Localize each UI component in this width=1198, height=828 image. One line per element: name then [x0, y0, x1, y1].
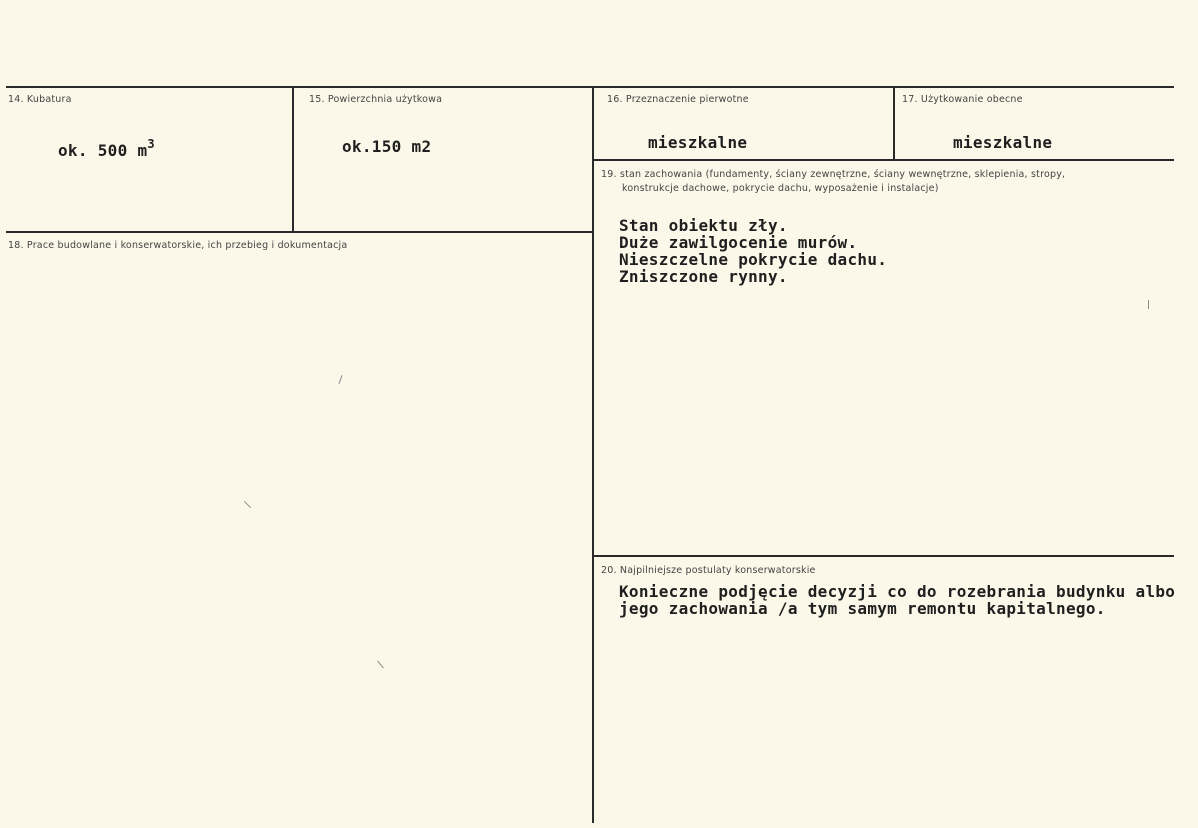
field-17-label: 17. Użytkowanie obecne	[902, 94, 1023, 105]
field-20-label: 20. Najpilniejsze postulaty konserwatorskie	[601, 565, 816, 576]
field-14-value	[58, 137, 155, 160]
field-17-value: mieszkalne	[953, 133, 1053, 152]
field-15-label: 15. Powierzchnia użytkowa	[309, 94, 443, 105]
field-14-label: 14. Kubatura	[8, 94, 72, 105]
divider-16-17	[893, 88, 895, 159]
divider-main-column	[592, 88, 594, 823]
rule-under-16-17	[594, 159, 1174, 161]
paper-speck	[338, 375, 342, 384]
field-19-label-line-2: konstrukcje dachowe, pokrycie dachu, wyposażenie i instalacje)	[622, 183, 939, 194]
field-19-line: Duże zawilgocenie murów.	[619, 233, 858, 252]
paper-speck	[377, 661, 384, 669]
paper-speck	[1148, 300, 1149, 309]
field-14-value-text: ok. 500 m	[58, 141, 148, 160]
field-19-line: Zniszczone rynny.	[619, 267, 788, 286]
field-19-line: Nieszczelne pokrycie dachu.	[619, 250, 888, 269]
top-rule	[6, 86, 1174, 88]
field-15-value: ok.150 m2	[342, 137, 432, 156]
rule-under-14-15	[6, 231, 592, 233]
field-19-line: Stan obiektu zły.	[619, 216, 788, 235]
rule-above-20	[594, 555, 1174, 557]
field-14-value-superscript: 3	[147, 137, 155, 151]
field-16-label: 16. Przeznaczenie pierwotne	[607, 94, 749, 105]
paper-speck	[244, 501, 251, 508]
field-20-line: Konieczne podjęcie decyzji co do rozebrania budynku albo	[619, 582, 1176, 601]
divider-14-15	[292, 88, 294, 232]
field-18-label: 18. Prace budowlane i konserwatorskie, ich przebieg i dokumentacja	[8, 240, 348, 251]
field-19-label-line-1: 19. stan zachowania (fundamenty, ściany zewnętrzne, ściany wewnętrzne, sklepienia, stropy,	[601, 169, 1066, 180]
field-20-text	[619, 583, 1175, 617]
field-20-line: jego zachowania /a tym samym remontu kapitalnego.	[619, 599, 1106, 618]
field-19-text	[619, 217, 887, 285]
field-16-value: mieszkalne	[648, 133, 748, 152]
